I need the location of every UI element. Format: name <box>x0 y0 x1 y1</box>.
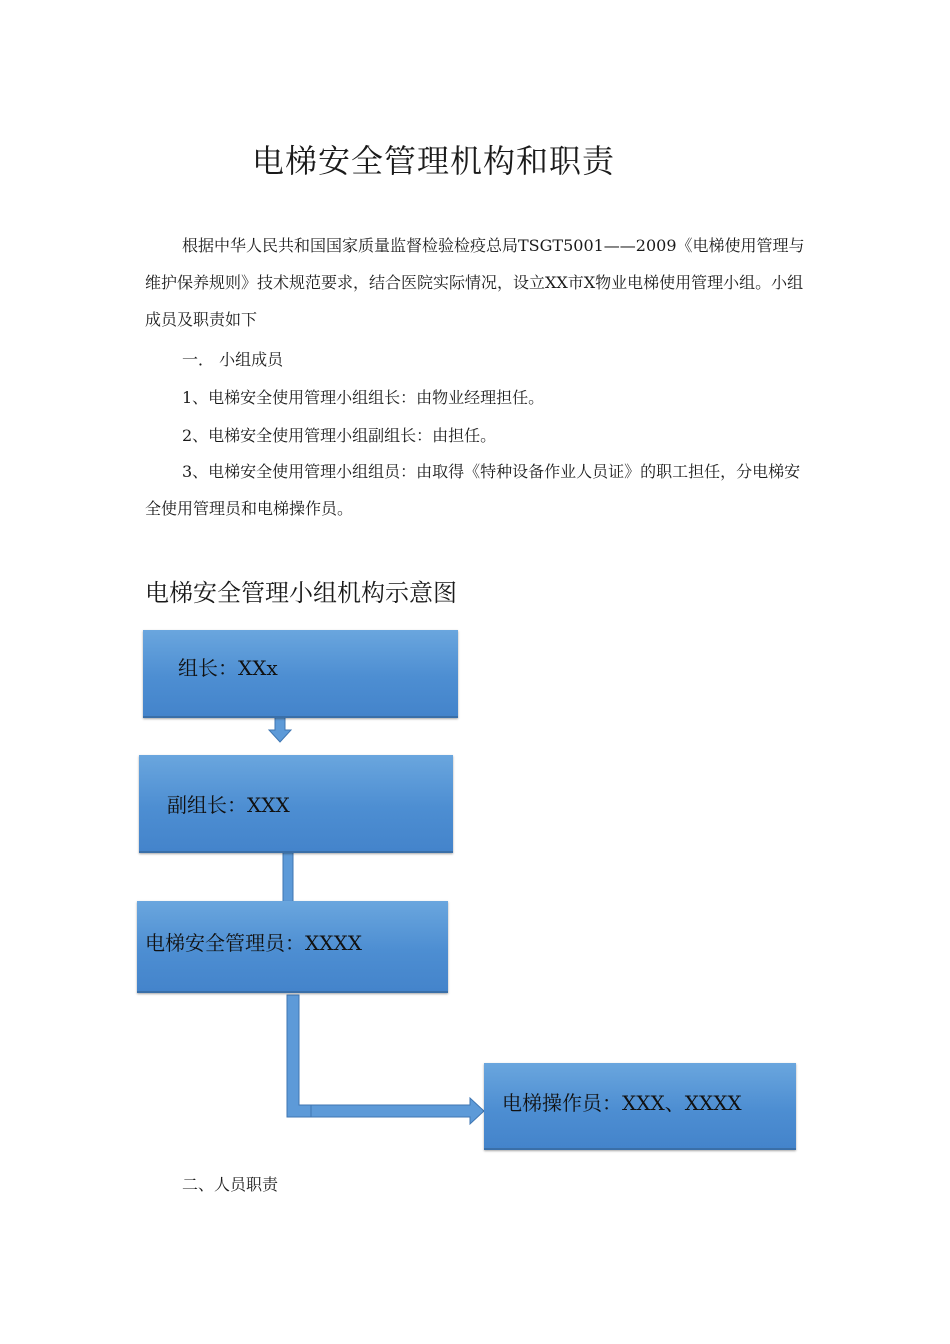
org-node-safety-manager <box>137 901 448 993</box>
org-node-safety-manager-label: 电梯安全管理员：XXXX <box>145 931 362 955</box>
document-title: 电梯安全管理机构和职责 <box>252 142 616 180</box>
arrow-manager-to-operator <box>287 995 484 1124</box>
member-item-leader: 1、电梯安全使用管理小组组长：由物业经理担任。 <box>182 388 545 407</box>
org-node-operator-label: 电梯操作员：XXX、XXXX <box>502 1091 742 1115</box>
org-node-deputy <box>139 755 453 853</box>
org-node-leader <box>143 630 458 718</box>
member-item-deputy: 2、电梯安全使用管理小组副组长：由担任。 <box>182 426 497 445</box>
member-item-staff: 3、电梯安全使用管理小组组员：由取得《特种设备作业人员证》的职工担任，分电梯安全使用管理员和电梯操作员。 <box>145 462 801 518</box>
section-heading-duties: 二、人员职责 <box>182 1175 279 1194</box>
org-node-leader-label: 组长：XXx <box>178 656 278 680</box>
org-chart-title: 电梯安全管理小组机构示意图 <box>145 579 457 607</box>
org-node-deputy-label: 副组长：XXX <box>167 793 290 817</box>
section-heading-members: 一． 小组成员 <box>182 350 284 369</box>
intro-paragraph: 根据中华人民共和国国家质量监督检验检疫总局TSGT5001——2009《电梯使用管理与维护保养规则》技术规范要求，结合医院实际情况，设立XX市X物业电梯使用管理小组。小组成员及职责如下 <box>145 236 805 329</box>
org-node-operator <box>484 1063 796 1150</box>
